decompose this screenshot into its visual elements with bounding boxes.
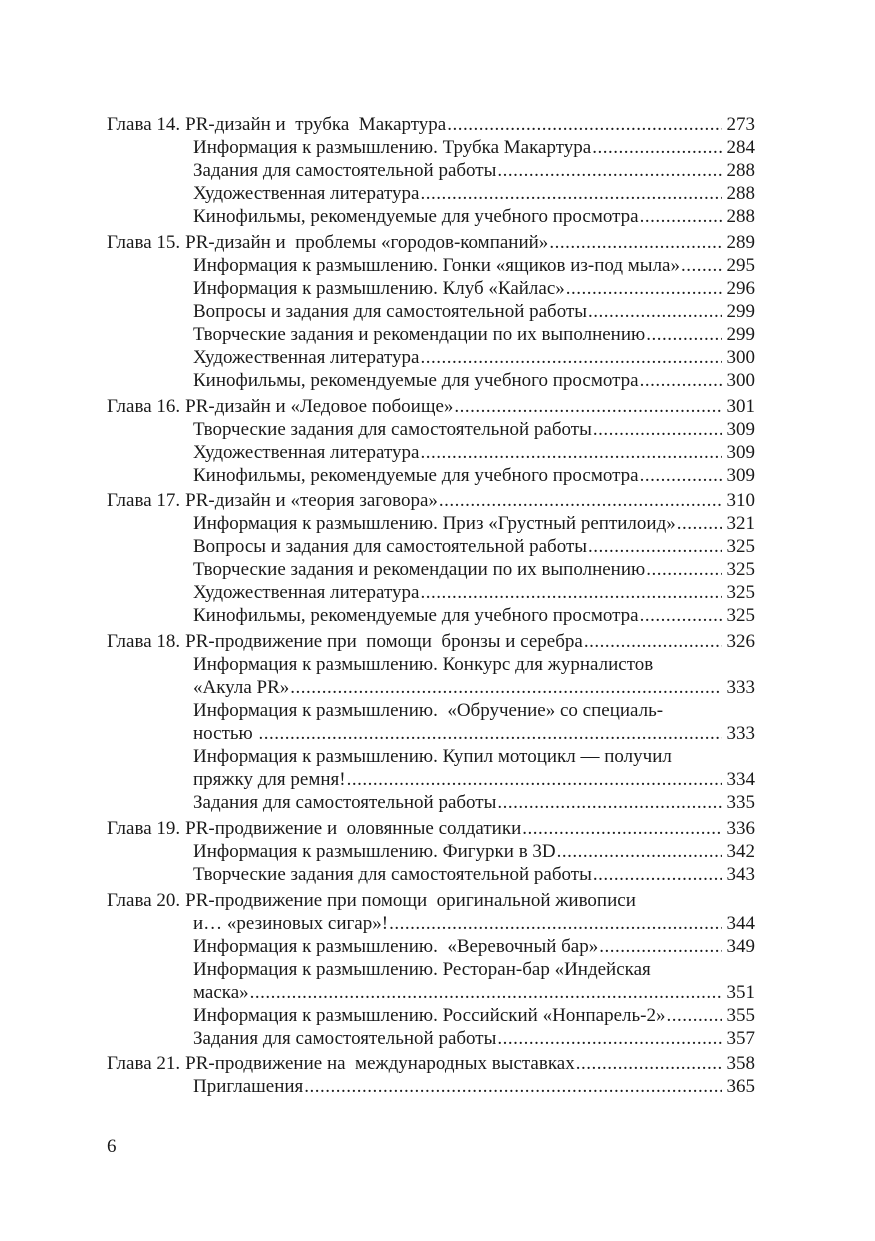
- dot-leader: [549, 231, 721, 254]
- chapter-title-line: PR-продвижение при помощи оригинальной живописи: [185, 889, 636, 911]
- toc-entry[interactable]: [107, 958, 755, 1004]
- chapter-label: Глава 15.: [107, 231, 181, 253]
- page-number: 325: [726, 559, 755, 581]
- entry-title: Кинофильмы, рекомендуемые для учебного просмотра: [193, 464, 639, 486]
- chapter-title: PR-дизайн и «теория заговора»: [185, 490, 438, 512]
- dot-leader: [420, 346, 721, 369]
- dot-leader: [599, 935, 721, 958]
- dot-leader: [646, 558, 721, 581]
- page-number: 325: [726, 536, 755, 558]
- dot-leader: [259, 722, 722, 745]
- chapter-title: PR-продвижение на международных выставках: [185, 1053, 575, 1075]
- toc-entry[interactable]: [107, 254, 755, 277]
- entry-title: Художественная литература: [193, 183, 420, 205]
- toc-chapter-heading[interactable]: [107, 231, 755, 254]
- toc-entry[interactable]: [107, 512, 755, 535]
- toc-entry[interactable]: [107, 1027, 755, 1050]
- toc-chapter-15: [107, 231, 755, 392]
- entry-title: «Акула PR»: [193, 677, 290, 699]
- dot-leader: [593, 863, 722, 886]
- page-number: 351: [726, 981, 755, 1003]
- dot-leader: [290, 676, 721, 699]
- toc-entry[interactable]: [107, 136, 755, 159]
- chapter-title: PR-продвижение и оловянные солдатики: [185, 817, 522, 839]
- dot-leader: [588, 535, 721, 558]
- page-number: 299: [726, 323, 755, 345]
- toc-entry[interactable]: [107, 581, 755, 604]
- dot-leader: [557, 840, 722, 863]
- page-folio: 6: [107, 1136, 117, 1157]
- page-number: 365: [726, 1076, 755, 1098]
- toc-entry[interactable]: [107, 346, 755, 369]
- page-number: 336: [726, 817, 755, 839]
- entry-title: Задания для самостоятельной работы: [193, 160, 497, 182]
- toc-entry[interactable]: [107, 1004, 755, 1027]
- chapter-label: Глава 14.: [107, 114, 181, 135]
- entry-title-line: Информация к размышлению. Купил мотоцикл — получил: [193, 746, 672, 768]
- page-number: 321: [726, 513, 755, 535]
- page-number: 310: [726, 490, 755, 512]
- dot-leader: [681, 254, 722, 277]
- toc-chapter-heading[interactable]: [107, 889, 755, 935]
- toc-entry[interactable]: [107, 369, 755, 392]
- entry-title: Художественная литература: [193, 582, 420, 604]
- toc-chapter-heading[interactable]: [107, 630, 755, 653]
- page-number: 295: [726, 254, 755, 276]
- page-number: 309: [726, 464, 755, 486]
- dot-leader: [497, 791, 721, 814]
- page-number: 349: [726, 935, 755, 957]
- dot-leader: [454, 395, 721, 418]
- page-number: 334: [726, 769, 755, 791]
- dot-leader: [576, 1052, 722, 1075]
- chapter-label: Глава 20.: [107, 889, 181, 911]
- toc-entry[interactable]: [107, 535, 755, 558]
- entry-title: Информация к размышлению. Приз «Грустный рептилоид»: [193, 513, 676, 535]
- page-number: 343: [726, 864, 755, 885]
- dot-leader: [250, 981, 722, 1004]
- entry-title: Информация к размышлению. Трубка Макартура: [193, 137, 592, 159]
- entry-title: Художественная литература: [193, 441, 420, 463]
- toc-chapter-20: [107, 889, 755, 1050]
- dot-leader: [566, 277, 722, 300]
- toc-entry[interactable]: [107, 935, 755, 958]
- page-number: 325: [726, 582, 755, 604]
- page-number: 333: [726, 723, 755, 745]
- dot-leader: [592, 136, 721, 159]
- entry-title: Кинофильмы, рекомендуемые для учебного просмотра: [193, 206, 639, 228]
- page-number: 333: [726, 677, 755, 699]
- toc-entry[interactable]: [107, 205, 755, 228]
- toc-entry[interactable]: [107, 300, 755, 323]
- dot-leader: [420, 441, 721, 464]
- toc-chapter-16: [107, 395, 755, 487]
- chapter-label: Глава 18.: [107, 631, 181, 653]
- entry-title: Вопросы и задания для самостоятельной работы: [193, 300, 588, 322]
- page-number: 299: [726, 300, 755, 322]
- page-number: 273: [726, 114, 755, 135]
- page-number: 288: [726, 206, 755, 228]
- page-number: 288: [726, 160, 755, 182]
- toc-chapter-heading[interactable]: [107, 395, 755, 418]
- page-number: 326: [726, 631, 755, 653]
- chapter-label: Глава 21.: [107, 1053, 181, 1075]
- entry-title: Задания для самостоятельной работы: [193, 792, 497, 814]
- entry-title: ностью: [193, 723, 258, 745]
- page-number: 358: [726, 1053, 755, 1075]
- entry-title-line: Информация к размышлению. Ресторан-бар «Индейская: [193, 958, 651, 980]
- chapter-title: PR-продвижение при помощи бронзы и серебра: [185, 631, 583, 653]
- entry-title: Информация к размышлению. Гонки «ящиков из-под мыла»: [193, 254, 680, 276]
- toc-entry[interactable]: [107, 558, 755, 581]
- dot-leader: [640, 464, 722, 487]
- entry-title: Информация к размышлению. «Веревочный бар»: [193, 935, 599, 957]
- toc-entry[interactable]: [107, 418, 755, 441]
- chapter-label: Глава 17.: [107, 490, 181, 512]
- entry-title: Вопросы и задания для самостоятельной работы: [193, 536, 588, 558]
- chapter-title: PR-дизайн и «Ледовое побоище»: [185, 395, 454, 417]
- toc-chapter-19: [107, 817, 755, 886]
- toc-chapter-heading[interactable]: [107, 113, 755, 136]
- entry-title: Приглашения: [193, 1076, 304, 1098]
- page-number: 301: [726, 395, 755, 417]
- toc-entry[interactable]: [107, 699, 755, 745]
- dot-leader: [640, 205, 722, 228]
- chapter-title: PR-дизайн и трубка Макартура: [185, 114, 447, 135]
- toc-chapter-heading[interactable]: [107, 1052, 755, 1075]
- toc-chapter-21: [107, 1052, 755, 1098]
- chapter-label: Глава 19.: [107, 817, 181, 839]
- page-number: 289: [726, 231, 755, 253]
- toc-entry[interactable]: [107, 277, 755, 300]
- page-number: 335: [726, 792, 755, 814]
- toc-entry[interactable]: [107, 1075, 755, 1098]
- toc-entry[interactable]: [107, 653, 755, 699]
- dot-leader: [347, 768, 722, 791]
- page-number: 325: [726, 605, 755, 627]
- entry-title-line: Информация к размышлению. Конкурс для журналистов: [193, 654, 654, 676]
- toc-entry[interactable]: [107, 745, 755, 791]
- entry-title: маска»: [193, 981, 249, 1003]
- dot-leader: [593, 418, 722, 441]
- page-number: 300: [726, 346, 755, 368]
- entry-title: Информация к размышлению. Российский «Нонпарель-2»: [193, 1004, 666, 1026]
- chapter-label: Глава 16.: [107, 395, 181, 417]
- dot-leader: [646, 323, 721, 346]
- dot-leader: [447, 113, 721, 136]
- page-number: 342: [726, 840, 755, 862]
- entry-title-line: Информация к размышлению. «Обручение» со специаль-: [193, 700, 664, 722]
- page-number: 300: [726, 370, 755, 392]
- dot-leader: [522, 817, 721, 840]
- toc-chapter-heading[interactable]: [107, 489, 755, 512]
- chapter-title: и… «резиновых сигар»!: [193, 912, 389, 934]
- toc-chapter-14: [107, 113, 755, 228]
- entry-title: Задания для самостоятельной работы: [193, 1027, 497, 1049]
- entry-title: пряжку для ремня!: [193, 769, 346, 791]
- entry-title: Творческие задания и рекомендации по их выполнению: [193, 559, 646, 581]
- entry-title: Кинофильмы, рекомендуемые для учебного просмотра: [193, 605, 639, 627]
- toc-entry[interactable]: [107, 182, 755, 205]
- dot-leader: [420, 182, 721, 205]
- chapter-title: PR-дизайн и проблемы «городов-компаний»: [185, 231, 549, 253]
- page-number: 296: [726, 277, 755, 299]
- dot-leader: [640, 369, 722, 392]
- page-number: 284: [726, 137, 755, 159]
- entry-title: Информация к размышлению. Клуб «Кайлас»: [193, 277, 565, 299]
- page-number: 309: [726, 418, 755, 440]
- toc-entry[interactable]: [107, 464, 755, 487]
- dot-leader: [677, 512, 722, 535]
- entry-title: Творческие задания и рекомендации по их выполнению: [193, 323, 646, 345]
- dot-leader: [497, 159, 721, 182]
- page-number: 288: [726, 183, 755, 205]
- page-number: 344: [726, 912, 755, 934]
- entry-title: Творческие задания для самостоятельной работы: [193, 864, 592, 885]
- page-number: 357: [726, 1027, 755, 1049]
- toc-entry[interactable]: [107, 159, 755, 182]
- dot-leader: [439, 489, 722, 512]
- toc-chapter-17: [107, 489, 755, 627]
- dot-leader: [304, 1075, 721, 1098]
- dot-leader: [588, 300, 721, 323]
- toc-entry[interactable]: [107, 791, 755, 814]
- dot-leader: [420, 581, 721, 604]
- dot-leader: [497, 1027, 721, 1050]
- page-number: 355: [726, 1004, 755, 1026]
- entry-title: Информация к размышлению. Фигурки в 3D: [193, 840, 556, 862]
- toc-entry[interactable]: [107, 441, 755, 464]
- toc-entry[interactable]: [107, 604, 755, 627]
- toc-entry[interactable]: [107, 840, 755, 863]
- toc-entry[interactable]: [107, 863, 755, 886]
- toc-chapter-18: [107, 630, 755, 814]
- toc-chapter-heading[interactable]: [107, 817, 755, 840]
- toc-entry[interactable]: [107, 323, 755, 346]
- table-of-contents: [107, 113, 755, 1101]
- page-number: 309: [726, 441, 755, 463]
- dot-leader: [584, 630, 722, 653]
- dot-leader: [389, 912, 721, 935]
- entry-title: Творческие задания для самостоятельной работы: [193, 418, 592, 440]
- entry-title: Кинофильмы, рекомендуемые для учебного просмотра: [193, 370, 639, 392]
- dot-leader: [640, 604, 722, 627]
- dot-leader: [667, 1004, 722, 1027]
- entry-title: Художественная литература: [193, 346, 420, 368]
